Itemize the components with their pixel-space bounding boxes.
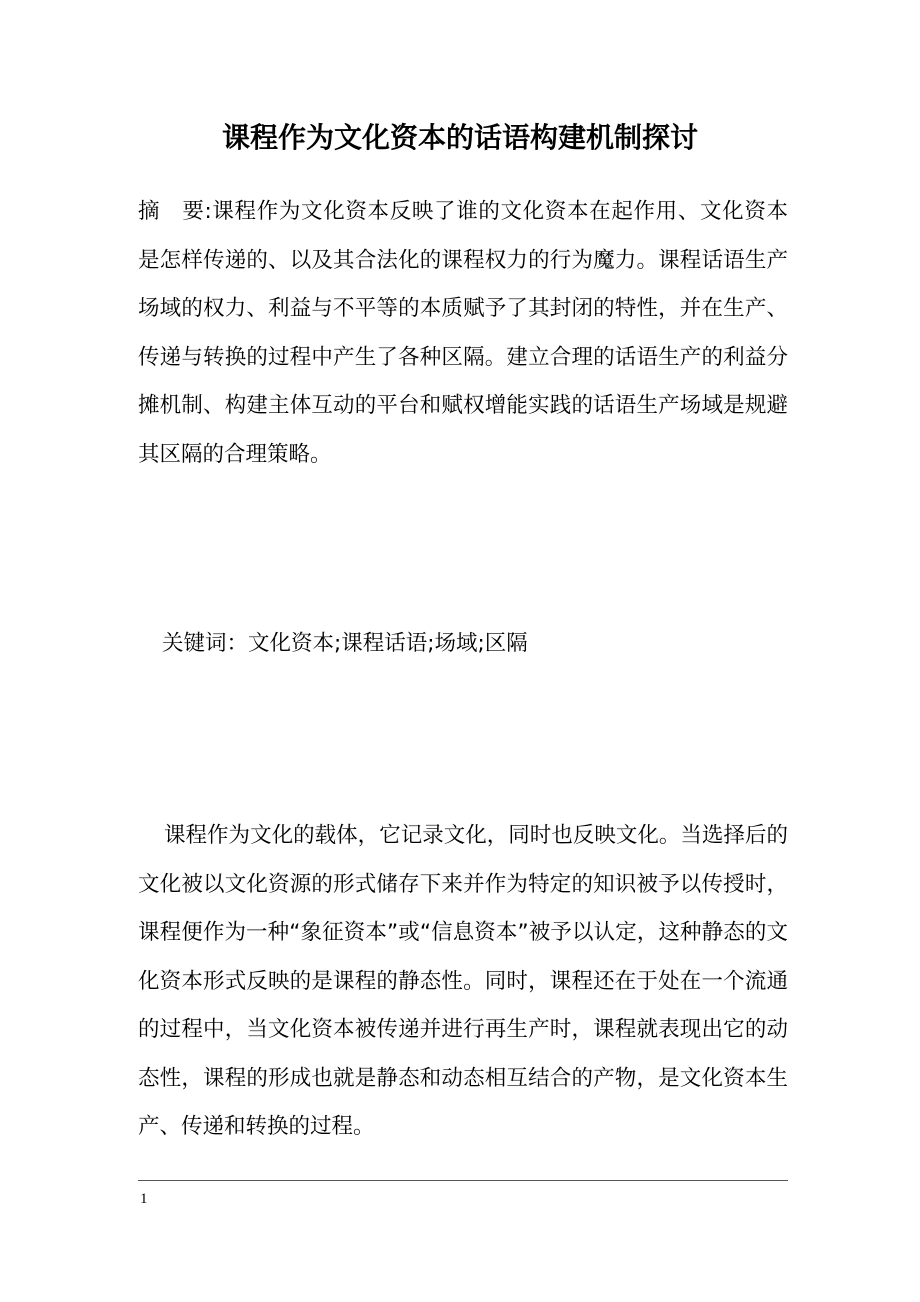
page-title: 课程作为文化资本的话语构建机制探讨: [221, 121, 698, 154]
abstract-paragraph: [138, 188, 788, 479]
body-paragraph: 课程作为文化的载体，它记录文化，同时也反映文化。当选择后的文化被以文化资源的形式储存下来并作为特定的知识被予以传授时，课程便作为一种“象征资本”或“信息资本”被予以认定，这种静态的文化资本形式反映的是课程的静态性。同时，课程还在于处在一个流通的过程中，当文化资本被传递并进行再生产时，课程就表现出它的动态性，课程的形成也就是静态和动态相互结合的产物，是文化资本生产、传递和转换的过程。: [138, 823, 788, 1139]
abstract-label: 摘 要:: [138, 199, 212, 224]
keywords-label: 关键词：: [162, 631, 249, 656]
abstract-text: 课程作为文化资本反映了谁的文化资本在起作用、文化资本是怎样传递的、以及其合法化的课程权力的行为魔力。课程话语生产场域的权力、利益与不平等的本质赋予了其封闭的特性，并在生产、传递与转换的过程中产生了各种区隔。建立合理的话语生产的利益分摊机制、构建主体互动的平台和赋权增能实践的话语生产场域是规避其区隔的合理策略。: [138, 199, 788, 467]
footer-divider: [138, 1180, 788, 1181]
page-number: 1: [140, 1191, 148, 1207]
keywords-text: 文化资本;课程话语;场域;区隔: [248, 631, 528, 656]
keywords-paragraph: [138, 620, 788, 669]
